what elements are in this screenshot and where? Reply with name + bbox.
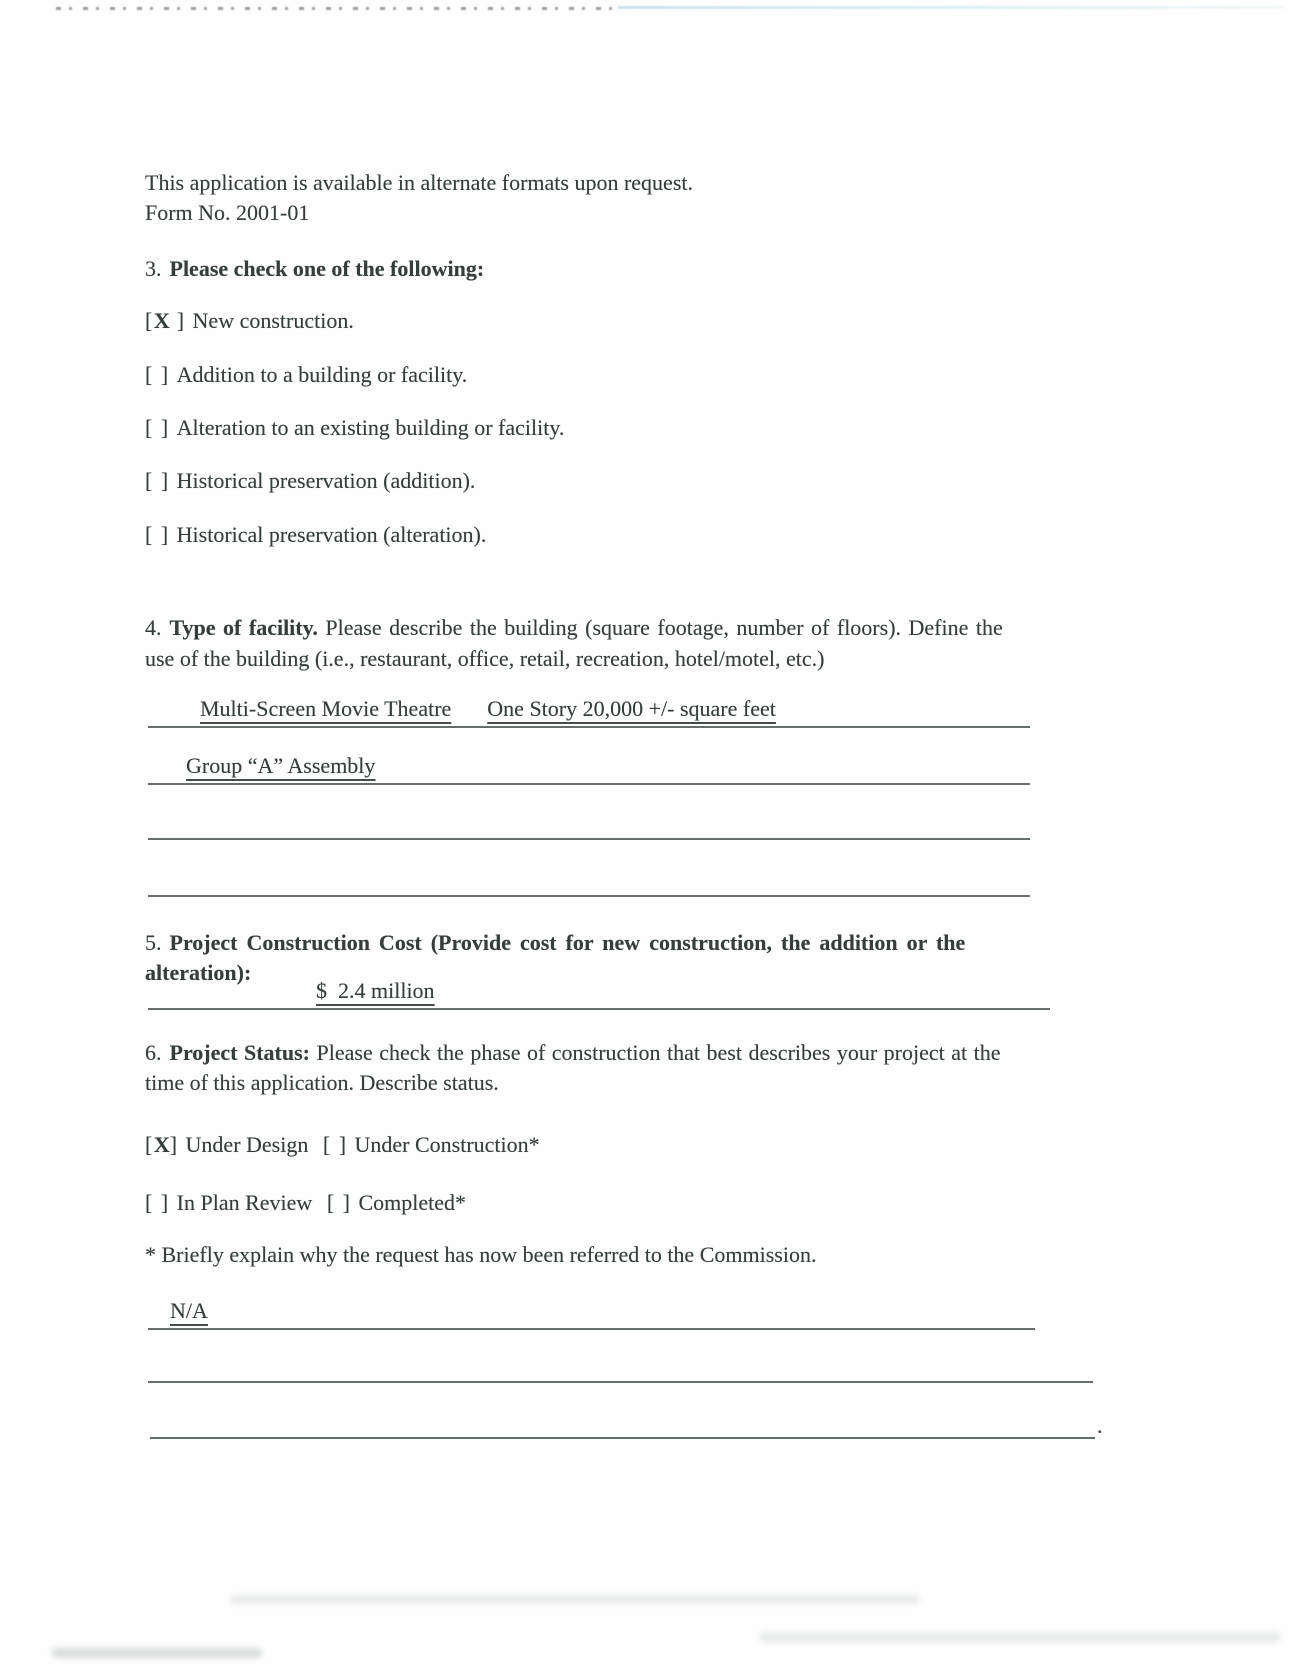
scan-artifact-top-line [618,6,1284,9]
status-label-completed: Completed* [358,1190,467,1215]
checkbox-historical-addition [145,466,1065,496]
status-label-under-design: Under Design [185,1132,309,1157]
form-availability-note [145,168,1065,228]
checkbox-label: Historical preservation (addition). [176,468,476,493]
scan-artifact-smudge [230,1595,920,1604]
status-label-in-plan-review: In Plan Review [176,1190,313,1215]
blank-answer-line [148,838,1030,840]
section5-title2: alteration): [145,960,252,985]
status-row-1 [145,1130,1065,1160]
bracket-open: [ [145,522,154,547]
bracket-open: [ [145,1190,154,1215]
checkbox-historical-alteration [145,520,1065,550]
section4-desc1: Please describe the building (square footage, number of floors). Define the [325,615,1003,640]
checkbox-label: Addition to a building or facility. [176,362,468,387]
section6-heading [145,1038,1065,1098]
bracket-open: [ [145,308,154,333]
bracket-close: ] [153,1190,170,1215]
bracket-open: [ [326,1190,336,1215]
bracket-close: ] [153,362,170,387]
section5-number: 5. [145,930,162,955]
checkbox-label: Alteration to an existing building or facility. [176,415,565,440]
checkbox-alteration [145,413,1065,443]
checkbox-marker [145,362,170,387]
facility-answer-line2 [148,749,1030,785]
checkbox-marker [145,468,170,493]
section4-number: 4. [145,615,162,640]
section3-heading [145,254,1065,284]
scan-artifact-top-dashes [56,7,618,10]
bracket-close: ] [153,415,170,440]
facility-answer-line1 [148,692,1030,728]
check-mark: X [153,1132,170,1157]
checkbox-marker [323,1132,348,1157]
bracket-close: ] [153,522,170,547]
section4-title: Type of facility. [169,615,318,640]
section4-heading [145,612,1065,674]
section6-desc2: time of this application. Describe status. [145,1070,499,1095]
section5-line1 [145,928,1065,958]
section6-desc1: Please check the phase of construction that best describes your project at the [316,1040,1001,1065]
checkbox-marker [145,522,170,547]
status-row-2 [145,1188,1065,1218]
availability-text: This application is available in alternate formats upon request. [145,170,693,195]
checkbox-marker [145,1132,179,1157]
status-label-under-construction: Under Construction* [354,1132,540,1157]
final-rule [150,1405,1095,1439]
checkbox-marker [145,1190,170,1215]
blank-answer-line [148,895,1030,897]
section3-number: 3. [145,256,162,281]
bracket-open: [ [145,362,154,387]
checkbox-new-construction [145,306,1065,336]
bracket-close: ] [169,308,186,333]
checkbox-label: Historical preservation (alteration). [176,522,487,547]
check-mark: X [153,308,170,333]
facility-type-value: Multi-Screen Movie Theatre [200,696,452,721]
section5-title1: Project Construction Cost (Provide cost for new construction, the addition or the [169,930,966,955]
bracket-close: ] [153,468,170,493]
section6-line1 [145,1038,1065,1068]
bracket-open: [ [145,468,154,493]
bracket-open: [ [145,415,154,440]
section4-line1 [145,612,1065,643]
scan-artifact-smudge [760,1632,1280,1643]
construction-cost-line [148,974,1050,1010]
bracket-close: ] [335,1190,352,1215]
blank-answer-line [148,1381,1093,1383]
section6-number: 6. [145,1040,162,1065]
status-explanation-line [148,1294,1035,1330]
form-number: Form No. 2001-01 [145,200,310,225]
trailing-period: . [1097,1413,1103,1438]
construction-cost-value: $ 2.4 million [316,978,435,1003]
bracket-open: [ [322,1132,332,1157]
bracket-open: [ [145,1132,154,1157]
section4-desc2: use of the building (i.e., restaurant, office, retail, recreation, hotel/motel, etc.) [145,646,825,671]
facility-group-value: Group “A” Assembly [186,753,376,778]
scan-artifact-smudge [52,1648,262,1658]
bracket-close: ] [331,1132,348,1157]
section6-title: Project Status: [169,1040,310,1065]
bracket-close: ] [169,1132,179,1157]
facility-size-value: One Story 20,000 +/- square feet [487,696,776,721]
checkbox-marker [327,1190,352,1215]
checkbox-label: New construction. [192,308,354,333]
footnote: * Briefly explain why the request has now been referred to the Commission. [145,1242,817,1267]
blank-answer-line-final [150,1405,1103,1439]
section3-title: Please check one of the following: [169,256,485,281]
checkbox-marker [145,415,170,440]
checkbox-marker [145,308,186,333]
status-explanation-value: N/A [170,1298,208,1323]
checkbox-addition [145,360,1065,390]
